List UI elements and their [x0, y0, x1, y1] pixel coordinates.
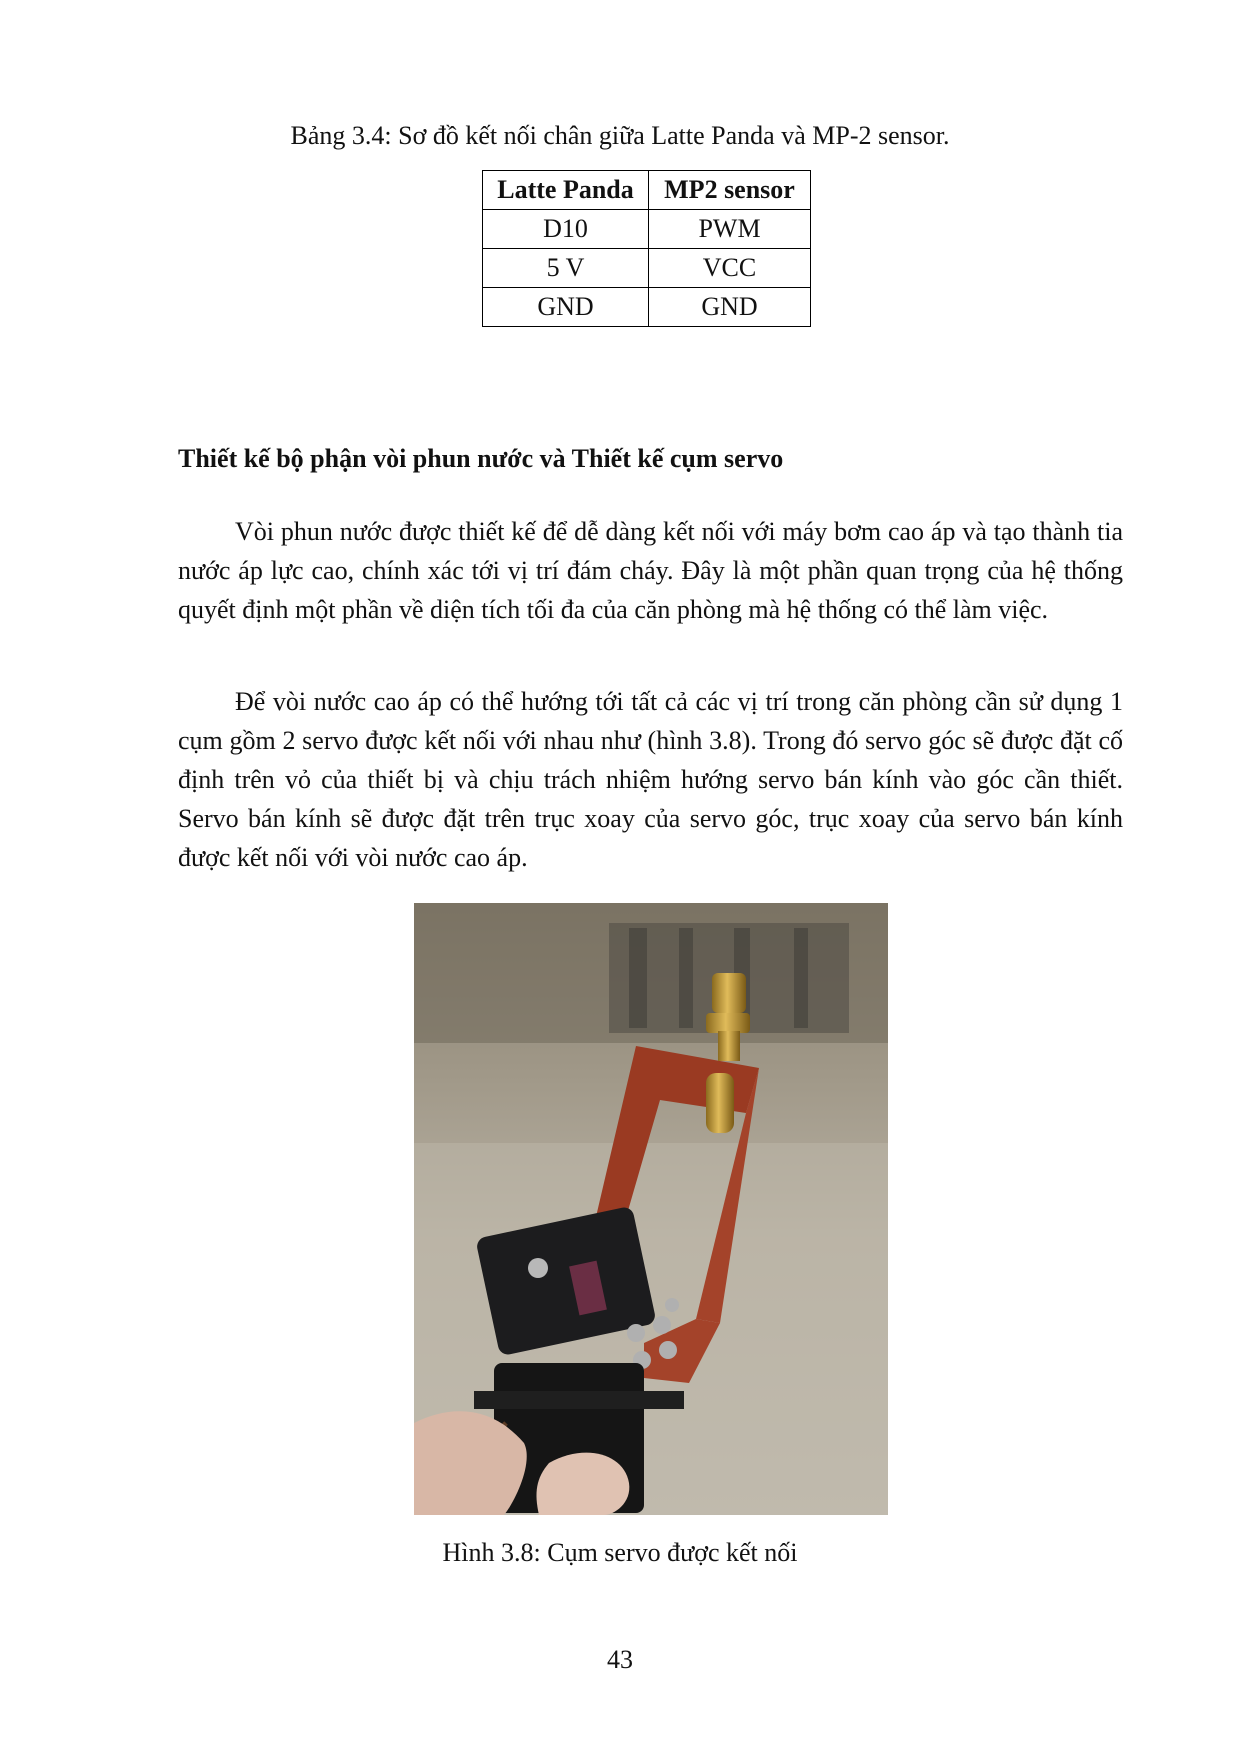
- table-header-cell: Latte Panda: [483, 171, 649, 210]
- servo-assembly-photo: [414, 903, 888, 1515]
- table-cell: 5 V: [483, 249, 649, 288]
- table-cell: D10: [483, 210, 649, 249]
- figure-caption: Hình 3.8: Cụm servo được kết nối: [442, 1538, 798, 1567]
- table-row: [483, 210, 811, 249]
- table-row: [483, 249, 811, 288]
- table-header-row: [483, 171, 811, 210]
- table-row: [483, 288, 811, 327]
- table-cell: GND: [649, 288, 811, 327]
- table-cell: PWM: [649, 210, 811, 249]
- section-heading: Thiết kế bộ phận vòi phun nước và Thiết kế cụm servo: [178, 444, 784, 473]
- body-paragraph: Để vòi nước cao áp có thể hướng tới tất cả các vị trí trong căn phòng cần sử dụng 1 cụm gồm 2 servo được kết nối với nhau như (hình 3.8). Trong đó servo góc sẽ được đặt cố định trên vỏ của thiết bị và chịu trách nhiệm hướng servo bán kính vào góc cần thiết. Servo bán kính sẽ được đặt trên trục xoay của servo góc, trục xoay của servo bán kính được kết nối với vòi nước cao áp.: [178, 687, 1123, 872]
- table-caption: Bảng 3.4: Sơ đồ kết nối chân giữa Latte Panda và MP-2 sensor.: [290, 121, 950, 150]
- page-number: 43: [607, 1645, 633, 1674]
- pin-connection-table: [482, 170, 811, 327]
- table-cell: VCC: [649, 249, 811, 288]
- table-cell: GND: [483, 288, 649, 327]
- table-header-cell: MP2 sensor: [649, 171, 811, 210]
- body-paragraph: Vòi phun nước được thiết kế để dễ dàng kết nối với máy bơm cao áp và tạo thành tia nước áp lực cao, chính xác tới vị trí đám cháy. Đây là một phần quan trọng của hệ thống quyết định một phần về diện tích tối đa của căn phòng mà hệ thống có thể làm việc.: [178, 517, 1123, 624]
